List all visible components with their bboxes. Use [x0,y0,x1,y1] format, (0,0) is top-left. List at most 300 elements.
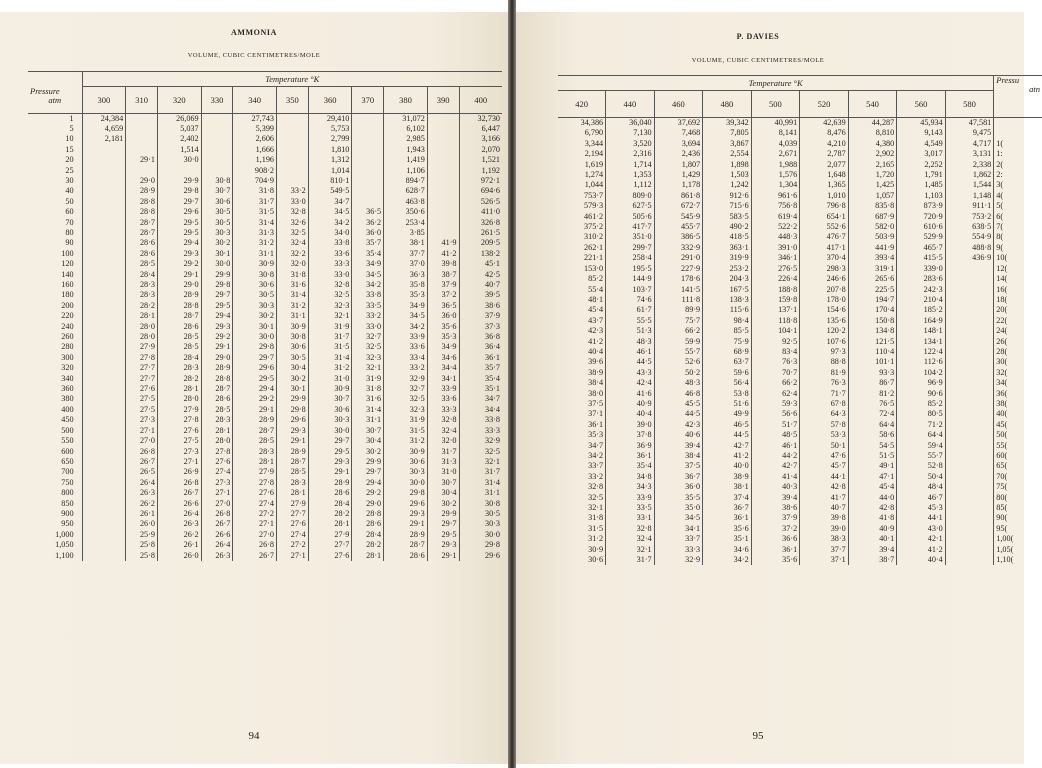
table-cell: 32·5 [308,290,352,300]
table-cell: 33·3 [654,545,703,555]
table-cell: 3,694 [654,139,703,149]
table-cell: 28·1 [352,551,384,561]
table-cell: 253·4 [384,218,428,228]
table-cell: 8,476 [800,128,849,138]
table-cell: 46·8 [654,389,703,399]
table-cell: 29·0 [157,280,201,290]
table-cell [82,207,126,217]
table-cell: 29·3 [157,249,201,259]
table-cell: 89·9 [654,305,703,315]
table-cell: 52·8 [897,461,946,471]
table-cell: 2,316 [606,149,655,159]
left-page-subtitle: VOLUME, CUBIC CENTIMETRES/MOLE [187,52,321,59]
table-cell: 28·0 [157,394,201,404]
table-cell: 29·5 [233,374,277,384]
table-cell [201,145,233,155]
table-cell: 38·1 [703,482,752,492]
table-cell: 40·4 [897,555,946,565]
table-cell: 5,037 [157,124,201,134]
table-cell: 27·9 [277,499,309,509]
table-cell: 29·8 [233,342,277,352]
table-cell: 28·4 [157,353,201,363]
table-row [28,415,502,425]
table-cell: 29·9 [157,176,201,186]
table-cell [427,218,459,228]
table-cell: 490·2 [703,222,752,232]
table-cell: 64·3 [800,409,849,419]
table-cell: 144·9 [606,274,655,284]
table-cell: 28·1 [308,519,352,529]
table-cell [945,347,994,357]
table-cell: 57·8 [800,420,849,430]
table-cell: 41·7 [800,493,849,503]
table-cell: 30·9 [588,544,604,554]
pressure-unit: atm [48,94,62,105]
table-cell: 26·3 [201,551,233,561]
table-cell: 720·9 [897,212,946,222]
table-row [558,264,1042,274]
table-cell: 55·4 [588,284,604,294]
table-cell: 1,714 [606,160,655,170]
table-row [558,191,1042,201]
table-cell: 70·7 [751,368,800,378]
pressure-cell: 1,000 [55,529,74,539]
pressure-cell: 24( [994,326,1042,336]
table-cell [427,134,459,144]
table-cell: 33·3 [308,259,352,269]
table-cell: 29·8 [459,540,502,550]
table-cell: 31·5 [384,426,428,436]
table-cell: 35·6 [751,555,800,565]
table-cell: 33·6 [308,249,352,259]
table-cell [352,113,384,124]
table-cell: 28·7 [157,311,201,321]
table-cell: 39·5 [459,290,502,300]
table-cell: 549·5 [308,186,352,196]
table-cell: 417·7 [606,222,655,232]
table-cell: 35·4 [352,249,384,259]
table-cell: 28·3 [157,363,201,373]
table-cell: 31·3 [427,457,459,467]
table-cell: 30·1 [277,384,309,394]
column-header: 370 [352,87,384,114]
table-row [28,499,502,509]
table-cell: 27·7 [126,363,158,373]
table-cell: 46·7 [897,493,946,503]
table-row [558,399,1042,409]
table-cell: 654·1 [800,212,849,222]
pressure-cell: 2( [994,160,1042,170]
table-cell: 32·3 [352,353,384,363]
table-cell: 753·7 [584,190,604,200]
table-cell: 41·4 [751,472,800,482]
table-cell: 204·3 [703,274,752,284]
table-row [28,342,502,352]
table-cell: 246·6 [800,274,849,284]
column-header: 540 [848,91,897,118]
table-cell: 8,141 [751,128,800,138]
table-cell: 1,862 [945,170,994,180]
table-cell [82,384,126,394]
table-cell: 30·8 [277,332,309,342]
column-header: 460 [654,91,703,118]
table-cell: 262·1 [584,242,604,252]
pressure-cell: 95( [994,524,1042,534]
table-cell: 66·2 [751,378,800,388]
table-row [28,259,502,269]
table-cell: 27·8 [157,415,201,425]
table-cell: 30·2 [201,238,233,248]
table-cell: 27·2 [277,540,309,550]
table-cell: 85·2 [588,274,604,284]
table-cell: 104·2 [897,368,946,378]
table-row [28,540,502,550]
table-cell: 1,010 [800,191,849,201]
table-cell [201,113,233,124]
table-cell [945,534,994,544]
table-cell: 1,148 [945,191,994,201]
table-row [28,478,502,488]
table-cell: 148·1 [897,326,946,336]
pressure-cell: 15 [65,144,74,154]
pressure-cell: 8( [994,232,1042,242]
right-page-title: P. DAVIES [736,32,780,41]
table-cell: 283·6 [897,274,946,284]
table-cell: 29·3 [308,457,352,467]
pressure-cell: 20( [994,305,1042,315]
table-cell: 85·2 [897,399,946,409]
table-cell: 30·8 [459,499,502,509]
table-cell: 42·5 [459,270,502,280]
table-cell [157,166,201,176]
table-cell: 41·2 [703,451,752,461]
table-cell: 261·5 [459,228,502,238]
table-cell: 51·6 [703,399,752,409]
table-cell: 29·6 [233,363,277,373]
table-cell: 30·6 [277,342,309,352]
table-cell: 27·6 [233,488,277,498]
table-cell [945,368,994,378]
table-row [28,197,502,207]
table-cell: 28·6 [384,551,428,561]
pressure-cell: 450 [61,415,74,425]
pressure-cell: 80( [994,493,1042,503]
table-cell: 29·2 [352,488,384,498]
table-cell [126,113,158,124]
table-cell: 2,077 [800,160,849,170]
table-cell: 47·1 [848,472,897,482]
column-header: 310 [126,87,158,114]
pressure-cell: 1,05( [994,545,1042,555]
table-cell: 32·0 [427,436,459,446]
table-cell: 39·0 [800,524,849,534]
table-cell: 4,717 [945,139,994,149]
table-cell [945,461,994,471]
table-cell: 1,274 [584,170,604,180]
table-cell: 36·2 [352,218,384,228]
table-cell [945,357,994,367]
table-cell: 33·3 [427,405,459,415]
table-cell: 37·9 [751,513,800,523]
pressure-cell: 900 [61,508,74,518]
table-cell: 24,384 [82,113,126,124]
table-cell [277,176,309,186]
table-cell: 2,181 [82,134,126,144]
table-cell: 37·0 [384,259,428,269]
table-cell: 104·1 [751,326,800,336]
table-cell: 74·6 [606,295,655,305]
table-cell: 2,402 [157,134,201,144]
table-cell [277,124,309,134]
table-cell [945,337,994,347]
pressure-cell: 70( [994,472,1042,482]
table-cell: 28·1 [233,457,277,467]
table-cell: 715·6 [703,201,752,211]
table-cell: 39·8 [800,513,849,523]
table-row [28,530,502,540]
column-header: 330 [201,87,233,114]
table-cell: 242·3 [897,285,946,295]
table-cell [82,405,126,415]
table-cell: 28·3 [126,290,158,300]
table-cell: 135·6 [800,316,849,326]
table-cell: 448·3 [751,232,800,242]
table-cell: 1,429 [654,170,703,180]
table-cell [201,134,233,144]
table-cell: 30·3 [201,228,233,238]
table-cell: 28·3 [277,478,309,488]
table-cell: 31·8 [233,186,277,196]
table-cell: 48·3 [606,337,655,347]
pressure-cell: 40( [994,409,1042,419]
table-cell: 194·7 [848,295,897,305]
table-cell: 44·5 [654,409,703,419]
table-cell: 36·9 [606,441,655,451]
table-cell: 42·3 [588,326,604,336]
pressure-cell: 28( [994,347,1042,357]
table-cell [427,166,459,176]
table-cell: 32·9 [654,555,703,565]
table-row [558,337,1042,347]
table-cell: 2,799 [308,134,352,144]
table-cell: 28·5 [201,405,233,415]
table-cell: 39,342 [703,118,752,129]
table-cell: 72·4 [848,409,897,419]
table-cell [201,124,233,134]
table-cell: 167·5 [703,285,752,295]
table-row [28,280,502,290]
table-row [28,249,502,259]
pressure-cell [994,128,1042,138]
table-cell [945,451,994,461]
table-cell [126,145,158,155]
table-cell: 26·0 [157,551,201,561]
table-cell [352,124,384,134]
table-cell: 27·5 [157,436,201,446]
left-page-title: AMMONIA [231,28,277,37]
table-cell: 25·8 [126,540,158,550]
table-cell [82,186,126,196]
table-cell: 1,807 [654,160,703,170]
table-cell: 34·5 [654,513,703,523]
table-cell: 36·6 [751,534,800,544]
table-cell: 44·5 [606,357,655,367]
table-cell: 27·2 [233,509,277,519]
table-cell: 35·3 [588,430,604,440]
table-cell: 178·0 [800,295,849,305]
table-cell: 115·6 [703,305,752,315]
table-cell: 370·4 [800,253,849,263]
table-cell: 32·1 [588,503,604,513]
table-cell: 120·2 [800,326,849,336]
table-cell: 4,210 [800,139,849,149]
table-cell: 545·9 [654,212,703,222]
pressure-cell: 600 [61,446,74,456]
pressure-cell: 400 [61,404,74,414]
table-cell: 66·2 [654,326,703,336]
table-cell: 29·1 [277,436,309,446]
table-cell: 29·3 [277,426,309,436]
table-cell: 41·9 [427,238,459,248]
table-cell: 41·2 [897,545,946,555]
table-row [558,389,1042,399]
table-cell: 32·8 [606,524,655,534]
table-cell: 225·5 [848,285,897,295]
table-cell: 37·8 [606,430,655,440]
table-cell: 34·3 [606,482,655,492]
table-cell: 27·5 [126,394,158,404]
table-cell: 44·1 [800,472,849,482]
table-row [28,394,502,404]
table-row [558,461,1042,471]
table-cell: 29·3 [384,509,428,519]
table-cell: 34·1 [654,524,703,534]
table-cell: 30·4 [427,488,459,498]
table-cell: 29·4 [233,384,277,394]
table-cell: 253·2 [703,264,752,274]
table-cell: 32·5 [277,228,309,238]
table-cell [126,134,158,144]
table-cell: 31·1 [352,415,384,425]
left-page-number: 94 [248,730,260,742]
table-cell: 810·1 [308,176,352,186]
table-cell [945,378,994,388]
table-cell: 48·1 [588,294,604,304]
table-cell: 1,014 [308,166,352,176]
table-cell: 911·1 [945,201,994,211]
table-cell: 27·5 [126,405,158,415]
table-cell: 28·8 [201,374,233,384]
table-cell: 30·5 [201,207,233,217]
table-cell: 30·2 [427,499,459,509]
table-cell: 276·5 [751,264,800,274]
table-cell: 138·2 [459,249,502,259]
table-cell: 46·5 [703,420,752,430]
table-cell [82,499,126,509]
table-cell: 339·0 [897,264,946,274]
table-cell: 4,380 [848,139,897,149]
table-row [558,451,1042,461]
table-row [558,534,1042,544]
pressure-cell: 340 [61,373,74,383]
table-cell [82,238,126,248]
column-header: 420 [575,98,588,109]
table-cell: 34·9 [384,301,428,311]
table-cell: 26·8 [201,509,233,519]
table-cell: 28·9 [233,415,277,425]
table-cell: 28·2 [157,374,201,384]
table-row [558,201,1042,211]
table-cell: 44,287 [848,118,897,129]
table-cell: 894·7 [384,176,428,186]
table-cell: 35·4 [606,461,655,471]
table-cell: 27·0 [201,499,233,509]
table-cell: 50·4 [897,472,946,482]
pressure-unit-right: atn [1029,84,1040,94]
table-cell: 81·2 [848,389,897,399]
table-cell: 28·6 [126,238,158,248]
pressure-cell: 14( [994,274,1042,284]
table-cell: 28·9 [384,530,428,540]
table-cell: 34·7 [588,440,604,450]
table-row [558,482,1042,492]
table-cell: 28·4 [126,270,158,280]
table-cell: 35·6 [703,524,752,534]
table-cell: 51·3 [606,326,655,336]
table-cell: 3,520 [606,139,655,149]
table-cell: 33·6 [427,394,459,404]
table-cell [82,363,126,373]
temperature-caption: Temperature °K [82,72,502,87]
pressure-cell: 1,050 [55,540,74,550]
table-cell: 27·6 [308,551,352,561]
table-cell: 30·7 [201,186,233,196]
table-cell: 265·6 [848,274,897,284]
table-row [28,290,502,300]
table-cell: 195·5 [606,264,655,274]
table-cell: 36·7 [703,503,752,513]
table-cell: 30·7 [308,394,352,404]
table-cell: 26·5 [126,467,158,477]
table-cell: 45·1 [459,259,502,269]
table-row [558,128,1042,138]
pressure-cell: 40 [65,186,74,196]
table-cell: 26·7 [201,519,233,529]
table-cell: 27·9 [126,342,158,352]
table-cell: 48·3 [654,378,703,388]
table-cell: 27,743 [233,113,277,124]
table-row [28,551,502,561]
table-cell: 111·8 [654,295,703,305]
table-row [558,160,1042,170]
table-cell: 29·2 [233,394,277,404]
table-row [558,378,1042,388]
table-cell: 26·3 [126,488,158,498]
table-cell: 112·6 [897,357,946,367]
table-cell: 29·7 [352,467,384,477]
table-cell: 32·6 [277,218,309,228]
table-cell: 505·6 [606,212,655,222]
table-cell [427,145,459,155]
table-cell: 30·3 [233,301,277,311]
table-cell: 45·5 [654,399,703,409]
table-row [28,436,502,446]
table-cell: 753·2 [945,212,994,222]
table-cell: 36·0 [654,482,703,492]
table-cell: 27·9 [233,467,277,477]
table-cell: 36·1 [459,353,502,363]
table-cell: 35·1 [703,534,752,544]
